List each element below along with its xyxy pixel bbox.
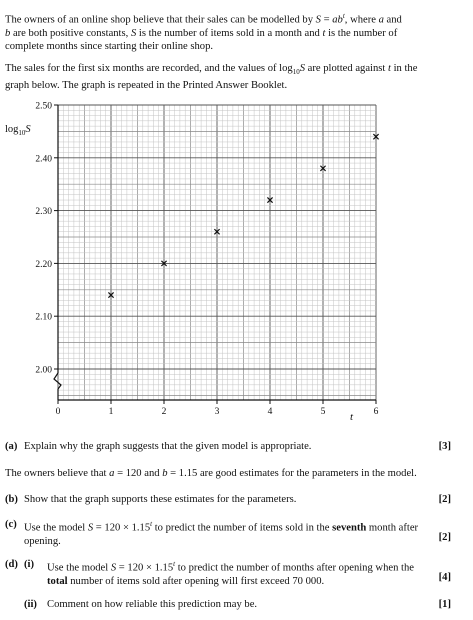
x-tick-label: 0 <box>55 407 61 417</box>
var-S: S <box>130 27 137 39</box>
x-tick-label: 3 <box>214 407 220 417</box>
parameter-note <box>5 467 451 480</box>
intro-text: in the <box>390 63 418 74</box>
y-tick-label: 2.10 <box>35 312 52 323</box>
chart-axes <box>54 105 376 400</box>
note-text: = 120 and <box>114 468 163 479</box>
axis-break-icon <box>54 373 61 389</box>
marks: [2] <box>438 494 451 505</box>
note-text: = 1.15 are good estimates for the parameters in the model. <box>167 468 417 479</box>
x-tick-label: 1 <box>108 407 114 417</box>
question-text: Show that the graph supports these estimates for the parameters. <box>24 494 297 505</box>
equals: = <box>320 14 333 26</box>
var-S: S <box>315 14 321 26</box>
var-a: a <box>378 14 384 26</box>
scatter-chart <box>0 90 473 425</box>
marks: [1] <box>438 599 451 610</box>
y-tick-label: 2.00 <box>35 365 52 376</box>
x-tick-label: 5 <box>320 407 326 417</box>
question-text: Use the model $S = 120 \times 1.15^t$ to predict the number of months after opening when the total number of items sold after opening will first exceed 70 000. <box>47 560 414 587</box>
intro-text: The sales for the first six months are recorded, and the values of log <box>5 63 293 74</box>
var-S: S <box>299 63 306 74</box>
intro-paragraph-2 <box>5 62 451 92</box>
question-d-i <box>5 558 451 586</box>
intro-text: The owners of an online shop believe that their sales can be modelled by <box>5 14 316 26</box>
marks: [2] <box>438 532 451 543</box>
intro-paragraph-1 <box>5 10 451 53</box>
question-label: (a) <box>5 441 18 452</box>
question-label: (b) <box>5 494 18 505</box>
y-tick-label: 2.20 <box>35 259 52 270</box>
marks: [4] <box>438 572 451 583</box>
question-text: Use the model $S = 120 \times 1.15^t$ to predict the number of items sold in the seventh month after opening. <box>24 520 419 547</box>
x-tick-label: 2 <box>161 407 167 417</box>
subquestion-label: (ii) <box>24 599 37 610</box>
question-label: (c) <box>5 519 17 530</box>
intro-text: is the number of <box>325 27 398 39</box>
question-c <box>5 518 451 546</box>
var-b: b <box>162 468 168 479</box>
var-t: t <box>387 63 391 74</box>
var-t-exponent: t <box>342 12 345 20</box>
log-base: 10 <box>292 68 300 77</box>
subquestion-label: (i) <box>24 559 34 570</box>
question-text: Explain why the graph suggests that the given model is appropriate. <box>24 441 312 452</box>
intro-text: , where <box>344 14 379 26</box>
intro-text: is the number of items sold in a month and <box>136 27 323 39</box>
question-text: Comment on how reliable this prediction may be. <box>47 599 258 610</box>
y-axis-label: $\log_{10}S$ <box>5 124 31 137</box>
var-b: b <box>337 14 343 26</box>
question-label: (d) <box>5 559 18 570</box>
question-a <box>5 440 451 454</box>
x-tick-label: 4 <box>267 407 273 417</box>
x-axis-label: t <box>350 411 354 423</box>
chart-grid <box>58 105 376 400</box>
intro-text: graph below. The graph is repeated in the Printed Answer Booklet. <box>5 80 288 92</box>
question-b <box>5 493 451 507</box>
y-tick-label: 2.40 <box>35 154 52 165</box>
x-tick-label: 6 <box>373 407 379 417</box>
var-a: a <box>332 14 338 26</box>
intro-text: complete months since starting their online shop. <box>5 40 214 52</box>
y-tick-label: 2.30 <box>35 207 52 218</box>
marks: [3] <box>438 441 451 452</box>
intro-text: are plotted against <box>305 63 388 74</box>
var-t: t <box>322 27 326 39</box>
y-tick-label: 2.50 <box>35 101 52 112</box>
intro-text: and <box>383 14 402 26</box>
chart-ticks <box>35 102 378 418</box>
note-text: The owners believe that <box>5 468 110 479</box>
intro-text: are both positive constants, <box>10 27 131 39</box>
var-b: b <box>5 27 11 39</box>
var-a: a <box>109 468 115 479</box>
question-d-ii <box>5 598 451 612</box>
